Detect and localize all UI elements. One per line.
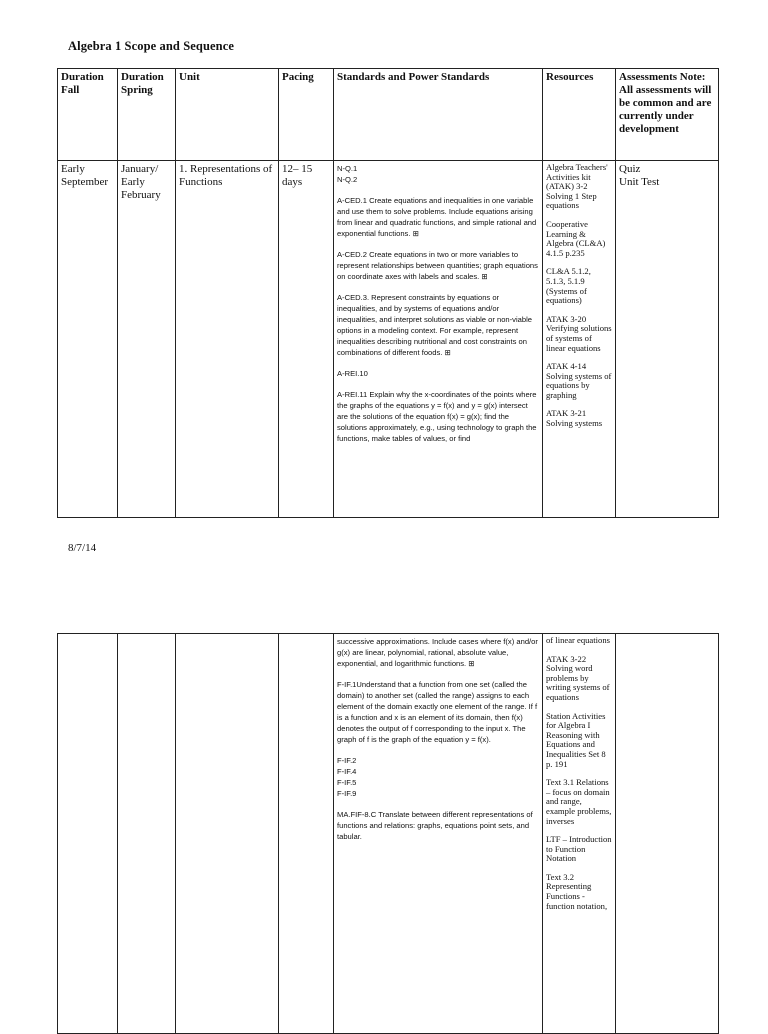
resource-item: ATAK 3-21 Solving systems bbox=[546, 408, 603, 429]
assessments-cell bbox=[616, 161, 719, 518]
assessments-cell bbox=[616, 634, 719, 1034]
resource-item: of linear equations bbox=[546, 635, 610, 645]
header-duration-fall: Duration Fall bbox=[58, 69, 118, 161]
resource-item: CL&A 5.1.2, 5.1.3, 5.1.9 (Systems of equations) bbox=[546, 266, 591, 306]
standard-item: A-CED.3. Represent constraints by equations or inequalities, and by systems of equations and/or inequalities, and interpret solutions as viable or non-viable options in a modeling context. For example, represent inequalities describing nutritional and cost constraints on combinations of different foods. ⊞ bbox=[337, 293, 533, 357]
resource-item: Algebra Teachers' Activities kit (ATAK) 3-2 Solving 1 Step equations bbox=[546, 162, 608, 211]
scope-table-page-2 bbox=[57, 633, 719, 1034]
header-resources: Resources bbox=[543, 69, 616, 161]
scope-table-page-1 bbox=[57, 68, 719, 518]
header-unit: Unit bbox=[176, 69, 279, 161]
resource-item: Text 3.2 Representing Functions - function notation, bbox=[546, 871, 608, 911]
standard-item: A-REI.10 bbox=[337, 369, 368, 378]
header-row bbox=[58, 69, 719, 161]
footer-date: 8/7/14 bbox=[68, 542, 97, 554]
standard-item: A-CED.2 Create equations in two or more variables to represent relationships between quantities; graph equations on coordinate axes with labels and scales. ⊞ bbox=[337, 250, 538, 281]
resource-item: ATAK 3-22 Solving word problems by writing systems of equations bbox=[546, 653, 610, 702]
page-title: Algebra 1 Scope and Sequence bbox=[68, 39, 235, 53]
standard-item: A-REI.11 Explain why the x-coordinates of the points where the graphs of the equations y = f(x) and y = g(x) intersect are the solutions of the equation f(x) = g(x); find the solutions approximately, e.g., using technology to graph the functions, make tables of values, or find bbox=[337, 390, 537, 443]
resources-cell bbox=[543, 161, 616, 518]
standard-item: N-Q.2 bbox=[337, 175, 358, 184]
assessment-item: Quiz bbox=[619, 163, 641, 175]
standard-item: F-IF.5 bbox=[337, 778, 357, 787]
header-assessments: Assessments Note: All assessments will be common and are currently under development bbox=[616, 69, 719, 161]
resource-item: ATAK 4-14 Solving systems of equations by graphing bbox=[546, 361, 612, 400]
table-row bbox=[58, 161, 719, 518]
unit-cell bbox=[176, 634, 279, 1034]
header-pacing: Pacing bbox=[279, 69, 334, 161]
standard-item: successive approximations. Include cases where f(x) and/or g(x) are linear, polynomial, rational, absolute value, exponential, and logarithmic functions. ⊞ bbox=[337, 637, 538, 668]
header-standards: Standards and Power Standards bbox=[334, 69, 543, 161]
pacing-cell bbox=[279, 634, 334, 1034]
spring-cell bbox=[118, 634, 176, 1034]
fall-cell: Early September bbox=[58, 161, 118, 518]
spring-cell: January/ Early February bbox=[118, 161, 176, 518]
resource-item: Text 3.1 Relations – focus on domain and range, example problems, inverses bbox=[546, 777, 612, 826]
assessment-item: Unit Test bbox=[619, 176, 660, 188]
standard-item: F-IF.9 bbox=[337, 789, 357, 798]
standard-item: F-IF.2 bbox=[337, 756, 357, 765]
unit-cell: 1. Representations of Functions bbox=[176, 161, 279, 518]
table-row bbox=[58, 634, 719, 1034]
resource-item: Cooperative Learning & Algebra (CL&A) 4.1.5 p.235 bbox=[546, 218, 606, 258]
resource-item: ATAK 3-20 Verifying solutions of systems of linear equations bbox=[546, 313, 612, 353]
standards-cell bbox=[334, 161, 543, 518]
fall-cell bbox=[58, 634, 118, 1034]
resource-item: LTF – Introduction to Function Notation bbox=[546, 834, 612, 864]
standard-item: MA.FIF-8.C Translate between different representations of functions and relations: graphs, equations point sets, and tabular. bbox=[337, 810, 533, 841]
resources-cell bbox=[543, 634, 616, 1034]
standard-item: F-IF.4 bbox=[337, 767, 357, 776]
pacing-cell: 12– 15 days bbox=[279, 161, 334, 518]
standards-cell bbox=[334, 634, 543, 1034]
standard-item: N-Q.1 bbox=[337, 164, 358, 173]
standard-item: F-IF.1Understand that a function from one set (called the domain) to another set (called the range) assigns to each element of the domain exactly one element of the range. If f is a function and x is an element of its domain, then f(x) denotes the output of f corresponding to the input x. The graph of f is the graph of the equation y = f(x). bbox=[337, 680, 538, 744]
resource-item: Station Activities for Algebra I Reasoning with Equations and Inequalities Set 8 p. 191 bbox=[546, 710, 606, 769]
standard-item: A-CED.1 Create equations and inequalities in one variable and use them to solve problems. Include equations arising from linear and quadratic functions, and simple rational and exponential functions. ⊞ bbox=[337, 196, 537, 238]
header-duration-spring: Duration Spring bbox=[118, 69, 176, 161]
